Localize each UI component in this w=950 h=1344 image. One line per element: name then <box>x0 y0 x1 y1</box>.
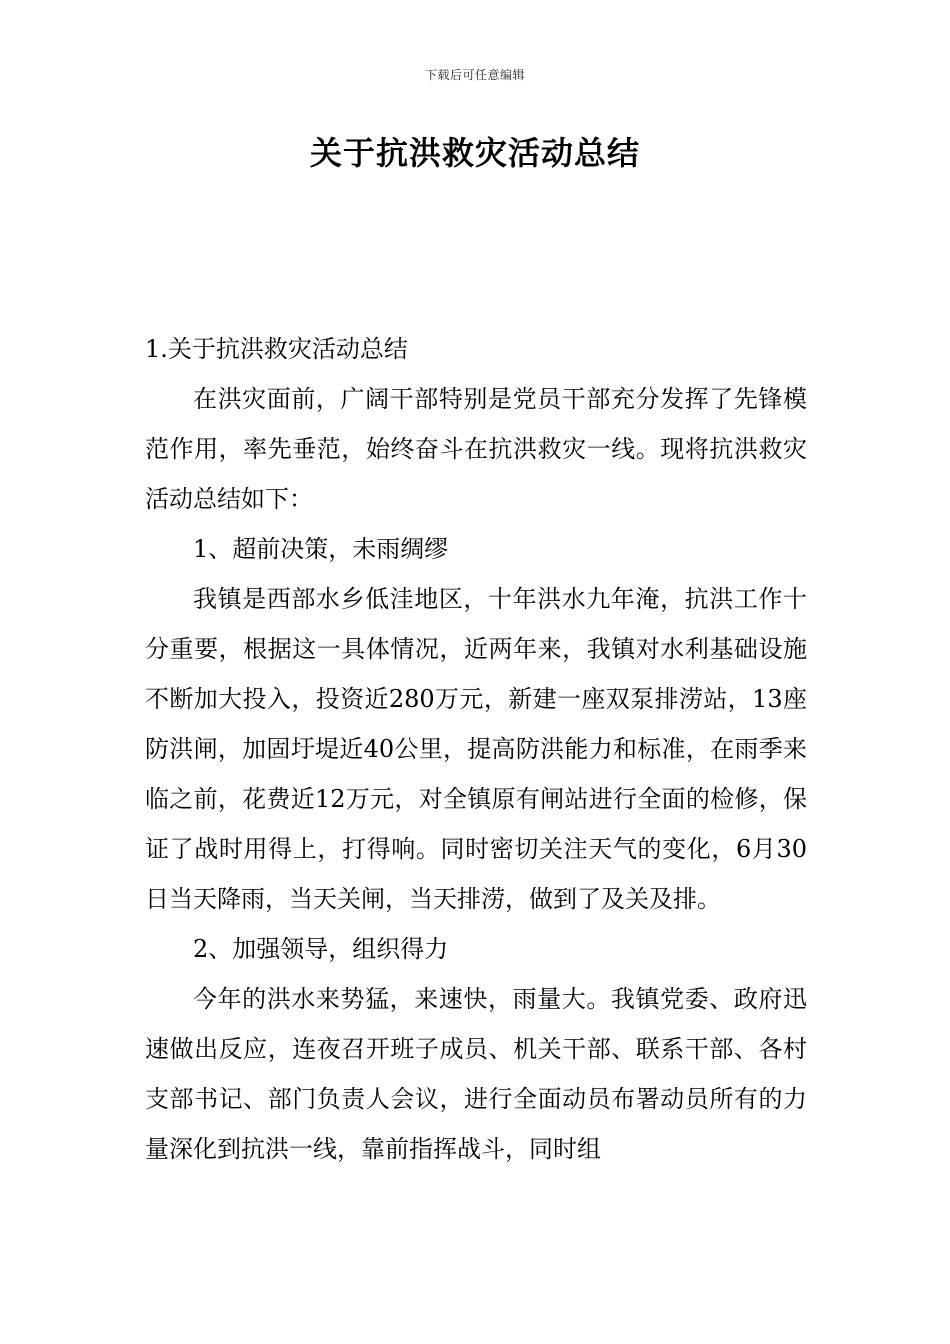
section-heading: 1.关于抗洪救灾活动总结 <box>145 335 408 363</box>
paragraph-2: 今年的洪水来势猛，来速快，雨量大。我镇党委、政府迅速做出反应，连夜召开班子成员、机关干部、联系干部、各村支部书记、部门负责人会议，进行全面动员布署动员所有的力量深化到抗洪一线，靠前指挥战斗，同时组 <box>145 985 807 1163</box>
paragraph-1: 我镇是西部水乡低洼地区，十年洪水九年淹，抗洪工作十分重要，根据这一具体情况，近两年来，我镇对水利基础设施不断加大投入，投资近280万元，新建一座双泵排涝站，13座防洪闸，加固圩堤近40公里，提高防洪能力和标准，在雨季来临之前，花费近12万元，对全镇原有闸站进行全面的检修，保证了战时用得上，打得响。同时密切关注天气的变化，6月30日当天降雨，当天关闸，当天排涝，做到了及关及排。 <box>145 585 807 913</box>
header-note: 下载后可任意编辑 <box>424 68 525 82</box>
subheading-2: 2、加强领导，组织得力 <box>193 935 449 963</box>
document-body <box>145 324 807 1174</box>
subheading-1: 1、超前决策，未雨绸缪 <box>193 535 449 563</box>
intro-paragraph: 在洪灾面前，广阔干部特别是党员干部充分发挥了先锋模范作用，率先垂范，始终奋斗在抗洪救灾一线。现将抗洪救灾活动总结如下： <box>145 385 807 513</box>
document-title: 关于抗洪救灾活动总结 <box>309 134 640 172</box>
